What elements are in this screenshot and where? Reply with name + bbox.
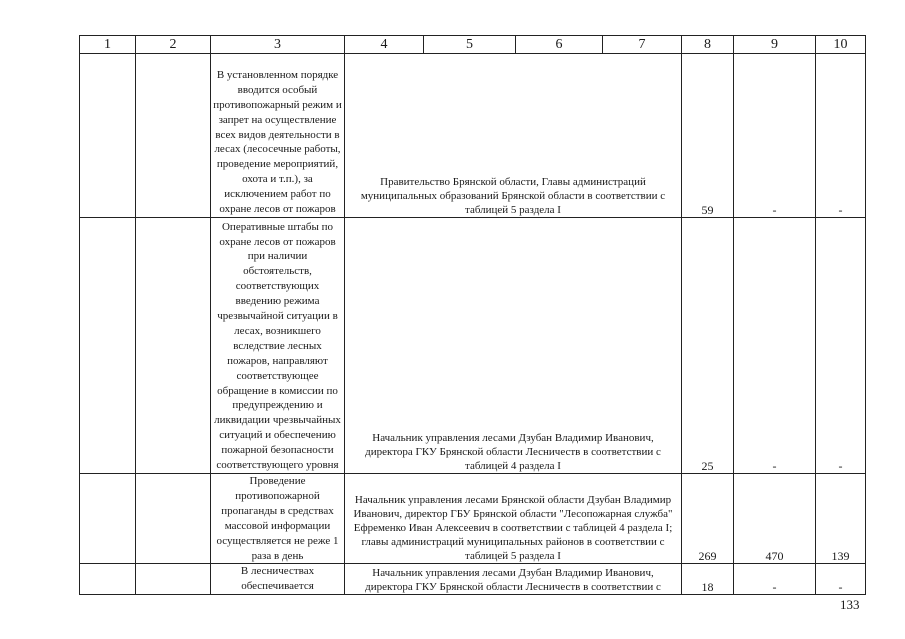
row-1-responsible-text: Правительство Брянской области, Главы администраций муниципальных образований Брянской области в соответствии с таблицей 5 раздела I xyxy=(345,54,682,218)
header-cell-4: 4 xyxy=(345,36,424,54)
row-4-col-9: - xyxy=(734,564,816,595)
row-4-col-1 xyxy=(80,564,136,595)
row-1-col-2 xyxy=(136,54,211,218)
row-4-measure-text: В лесничествах обеспечивается xyxy=(211,564,345,595)
row-1-col-1 xyxy=(80,54,136,218)
row-2-measure-text: Оперативные штабы по охране лесов от пожаров при наличии обстоятельств, соответствующих введению режима чрезвычайной ситуации в лесах, возникшего вследствие лесных пожаров, направляют соответствующее обращение в комиссии по предупреждению и ликвидации чрезвычайных ситуаций и обеспечению пожарной безопасности соответствующего уровня xyxy=(211,218,345,474)
header-cell-3: 3 xyxy=(211,36,345,54)
row-2-responsible-text: Начальник управления лесами Дзубан Владимир Иванович, директора ГКУ Брянской области Лесничеств в соответствии с таблицей 4 раздела I xyxy=(345,218,682,474)
row-1-col-8: 59 xyxy=(682,54,734,218)
row-3-col-8: 269 xyxy=(682,474,734,564)
table-row xyxy=(80,54,866,218)
header-cell-7: 7 xyxy=(603,36,682,54)
header-cell-5: 5 xyxy=(424,36,516,54)
row-1-col-9: - xyxy=(734,54,816,218)
header-cell-10: 10 xyxy=(816,36,866,54)
document-table xyxy=(79,35,866,595)
header-cell-8: 8 xyxy=(682,36,734,54)
header-cell-9: 9 xyxy=(734,36,816,54)
row-3-col-2 xyxy=(136,474,211,564)
row-2-col-2 xyxy=(136,218,211,474)
row-4-col-8: 18 xyxy=(682,564,734,595)
header-cell-1: 1 xyxy=(80,36,136,54)
row-2-col-8: 25 xyxy=(682,218,734,474)
row-4-col-2 xyxy=(136,564,211,595)
table-row xyxy=(80,474,866,564)
row-2-col-10: - xyxy=(816,218,866,474)
row-1-col-10: - xyxy=(816,54,866,218)
row-2-col-9: - xyxy=(734,218,816,474)
header-cell-6: 6 xyxy=(516,36,603,54)
row-2-col-1 xyxy=(80,218,136,474)
row-3-col-10: 139 xyxy=(816,474,866,564)
row-3-col-9: 470 xyxy=(734,474,816,564)
row-4-col-10: - xyxy=(816,564,866,595)
row-3-responsible-text: Начальник управления лесами Брянской области Дзубан Владимир Иванович, директор ГБУ Брянской области "Лесопожарная служба" Ефременко Иван Алексеевич в соответствии с таблицей 4 раздела I; главы администраций муниципальных районов в соответствии с таблицей 5 раздела I xyxy=(345,474,682,564)
row-1-measure-text: В установленном порядке вводится особый противопожарный режим и запрет на осуществление всех видов деятельности в лесах (лесосечные работы, проведение мероприятий, охота и т.п.), за исключением работ по охране лесов от пожаров xyxy=(211,54,345,218)
row-4-responsible-text: Начальник управления лесами Дзубан Владимир Иванович, директора ГКУ Брянской области Лесничеств в соответствии с xyxy=(345,564,682,595)
row-3-measure-text: Проведение противопожарной пропаганды в средствах массовой информации осуществляется не реже 1 раза в день xyxy=(211,474,345,564)
header-cell-2: 2 xyxy=(136,36,211,54)
page-number: 133 xyxy=(840,597,860,612)
document-table-container xyxy=(79,35,865,595)
table-row xyxy=(80,218,866,474)
table-row xyxy=(80,564,866,595)
row-3-col-1 xyxy=(80,474,136,564)
header-row xyxy=(80,36,866,54)
